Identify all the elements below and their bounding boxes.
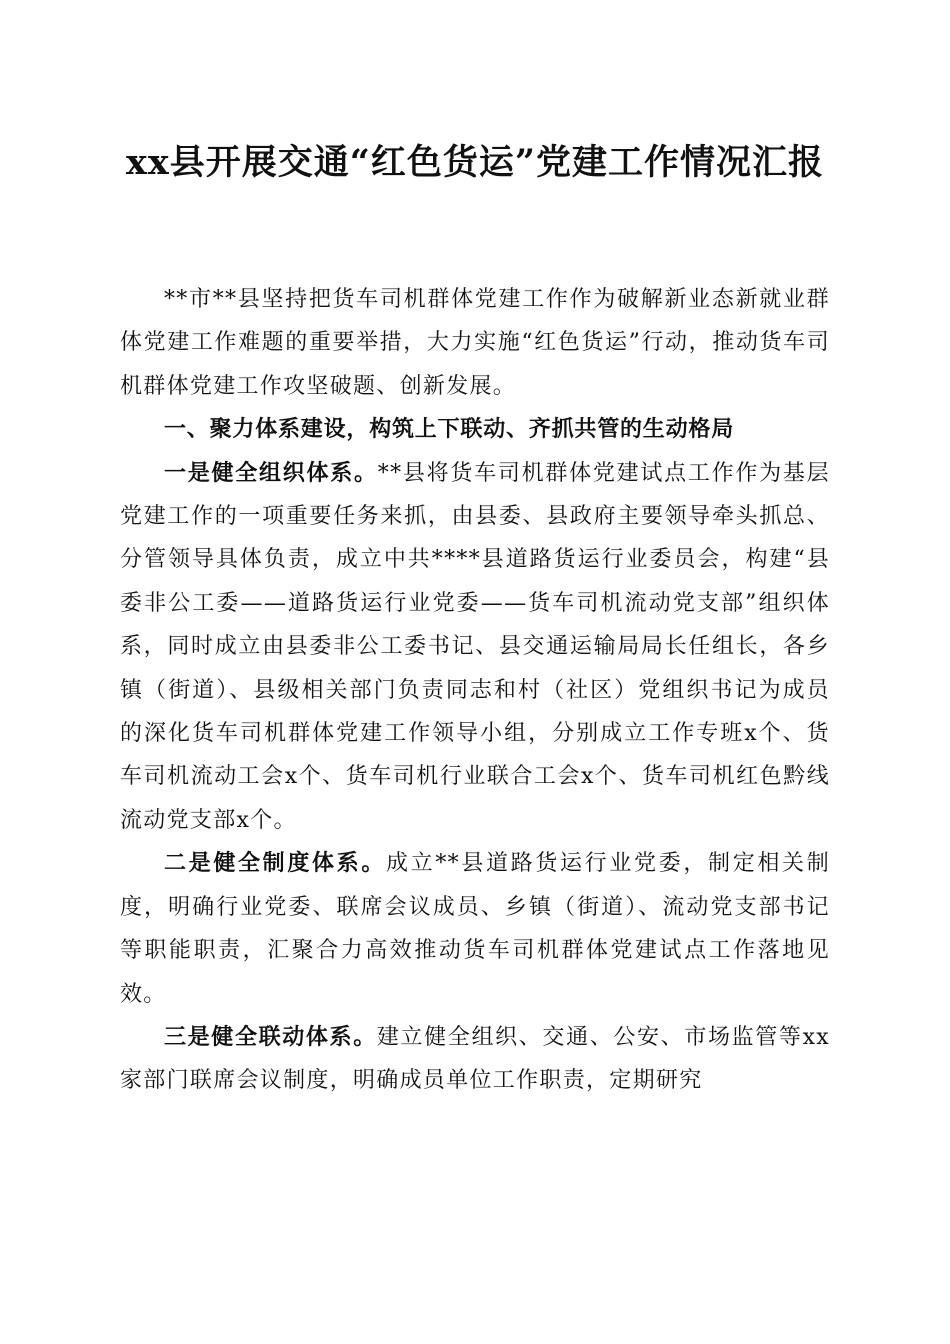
document-body bbox=[120, 278, 830, 1103]
paragraph-text: 成立**县道路货运行业党委，制定相关制度，明确行业党委、联席会议成员、乡镇（街道）、流动党支部书记等职能职责，汇聚合力高效推动货车司机群体党建试点工作落地见效。 bbox=[120, 851, 831, 1007]
section-heading: 一、聚力体系建设，构筑上下联动、齐抓共管的生动格局 bbox=[164, 417, 735, 443]
paragraph-lead: 一是健全组织体系。 bbox=[164, 459, 378, 486]
paragraph-text: 建立健全组织、交通、公安、市场监管等xx家部门联席会议制度，明确成员单位工作职责，定期研究 bbox=[120, 1024, 830, 1094]
paragraph-text: **县将货车司机群体党建试点工作作为基层党建工作的一项重要任务来抓，由县委、县政府主要领导牵头抓总、分管领导具体负责，成立中共****县道路货运行业委员会，构建“县委非公工委——道路货运行业党委——货车司机流动党支部”组织体系，同时成立由县委非公工委书记、县交通运输局局长任组长，各乡镇（街道）、县级相关部门负责同志和村（社区）党组织书记为成员的深化货车司机群体党建工作领导小组，分别成立工作专班x个、货车司机流动工会x个、货车司机行业联合工会x个、货车司机红色黔线流动党支部x个。 bbox=[120, 460, 830, 833]
paragraph-linkage-system bbox=[120, 1016, 830, 1103]
paragraph-lead: 二是健全制度体系。 bbox=[164, 850, 387, 877]
intro-paragraph: **市**县坚持把货车司机群体党建工作作为破解新业态新就业群体党建工作难题的重要举措，大力实施“红色货运”行动，推动货车司机群体党建工作攻坚破题、创新发展。 bbox=[120, 287, 830, 399]
paragraph-institution-system bbox=[120, 842, 830, 1016]
document-title: xx县开展交通“红色货运”党建工作情况汇报 bbox=[126, 142, 824, 183]
paragraph-lead: 三是健全联动体系。 bbox=[164, 1023, 377, 1050]
paragraph-organization-system bbox=[120, 452, 830, 843]
